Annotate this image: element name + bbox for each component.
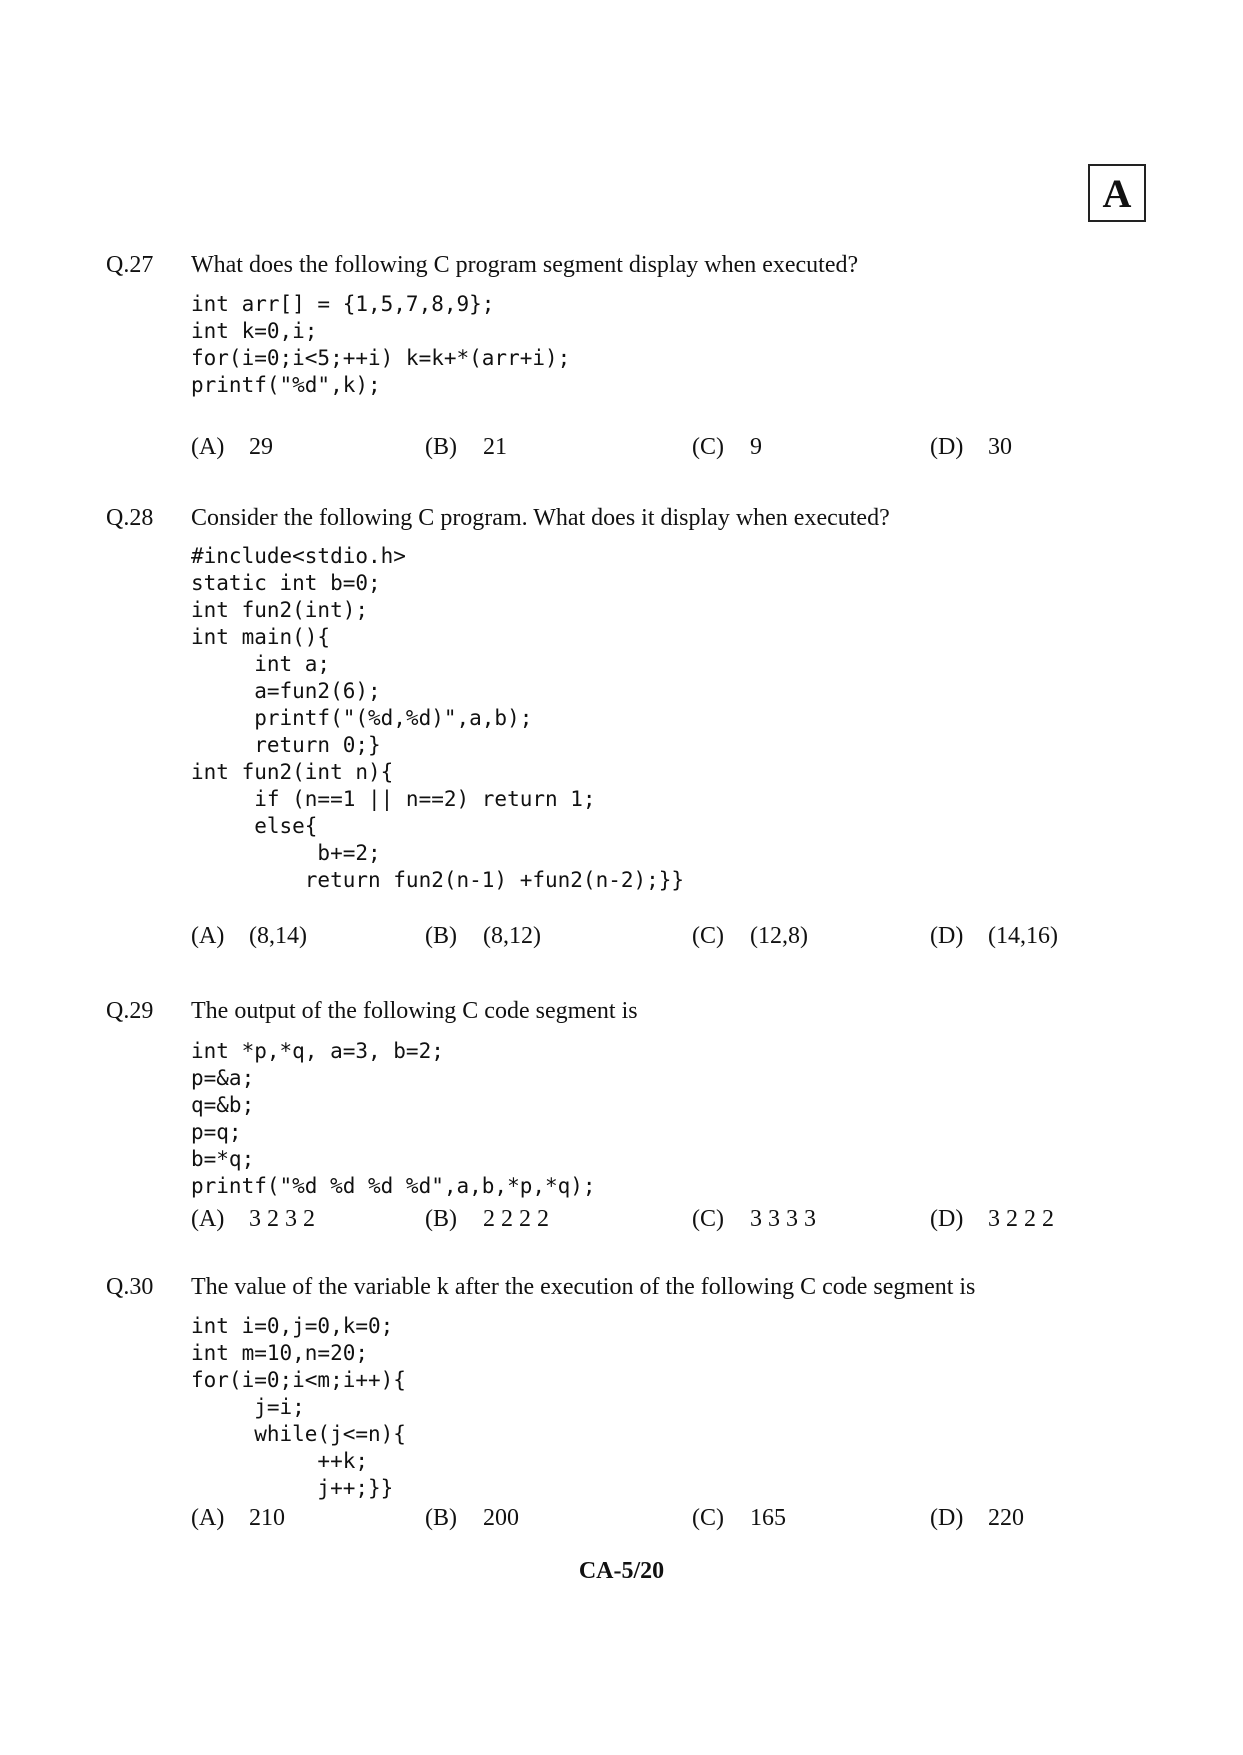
option-d	[930, 1206, 1054, 1233]
question-text: The value of the variable k after the execution of the following C code segment is	[191, 1274, 976, 1300]
option-value: 200	[483, 1505, 519, 1531]
option-label: (B)	[425, 1505, 457, 1531]
option-c	[692, 434, 762, 461]
option-a	[191, 923, 307, 950]
option-value: 220	[988, 1505, 1024, 1531]
option-c	[692, 1206, 816, 1233]
options-row	[0, 1206, 1243, 1236]
option-a	[191, 1206, 315, 1233]
option-label: (B)	[425, 923, 457, 949]
option-a	[191, 434, 273, 461]
option-label: (A)	[191, 434, 225, 460]
option-d	[930, 434, 1012, 461]
option-value: (14,16)	[988, 923, 1058, 949]
option-label: (C)	[692, 434, 724, 460]
option-c	[692, 1505, 786, 1532]
option-b	[425, 923, 541, 950]
option-label: (C)	[692, 1206, 724, 1232]
option-value: (12,8)	[750, 923, 808, 949]
option-value: 210	[249, 1505, 285, 1531]
option-label: (A)	[191, 1505, 225, 1531]
question-number: Q.27	[106, 252, 154, 278]
option-label: (B)	[425, 434, 457, 460]
code-block: #include<stdio.h> static int b=0; int fun2(int); int main(){ int a; a=fun2(6); printf("(%d,%d)",a,b); return 0;} int fun2(int n){ if (n==1 || n==2) return 1; else{ b+=2; return fun2(n-1) +fun2(n-2);}}	[191, 544, 685, 892]
option-d	[930, 923, 1058, 950]
option-a	[191, 1505, 285, 1532]
option-value: 30	[988, 434, 1012, 460]
option-label: (C)	[692, 1505, 724, 1531]
code-block: int *p,*q, a=3, b=2; p=&a; q=&b; p=q; b=*q; printf("%d %d %d %d",a,b,*p,*q);	[191, 1039, 596, 1198]
option-value: 21	[483, 434, 507, 460]
question-text: Consider the following C program. What does it display when executed?	[191, 505, 890, 531]
option-value: 3 2 2 2	[988, 1206, 1054, 1232]
code-block: int i=0,j=0,k=0; int m=10,n=20; for(i=0;i<m;i++){ j=i; while(j<=n){ ++k; j++;}}	[191, 1314, 406, 1500]
option-b	[425, 434, 507, 461]
option-value: 29	[249, 434, 273, 460]
option-b	[425, 1505, 519, 1532]
option-value: 3 3 3 3	[750, 1206, 816, 1232]
option-label: (C)	[692, 923, 724, 949]
option-value: 3 2 3 2	[249, 1206, 315, 1232]
question-number: Q.29	[106, 998, 154, 1024]
question-text: The output of the following C code segment is	[191, 998, 638, 1024]
option-label: (D)	[930, 1505, 964, 1531]
code-block: int arr[] = {1,5,7,8,9}; int k=0,i; for(i=0;i<5;++i) k=k+*(arr+i); printf("%d",k);	[191, 292, 571, 397]
option-d	[930, 1505, 1024, 1532]
options-row	[0, 434, 1243, 464]
page-footer: CA-5/20	[578, 1558, 665, 1584]
option-c	[692, 923, 808, 950]
question-text: What does the following C program segment display when executed?	[191, 252, 859, 278]
option-label: (B)	[425, 1206, 457, 1232]
set-code: A	[1102, 170, 1132, 216]
option-label: (A)	[191, 1206, 225, 1232]
question-number: Q.28	[106, 505, 154, 531]
options-row	[0, 1505, 1243, 1535]
options-row	[0, 923, 1243, 953]
option-value: 9	[750, 434, 762, 460]
option-b	[425, 1206, 549, 1233]
option-label: (D)	[930, 434, 964, 460]
option-label: (D)	[930, 923, 964, 949]
option-value: 165	[750, 1505, 786, 1531]
option-value: (8,14)	[249, 923, 307, 949]
question-number: Q.30	[106, 1274, 154, 1300]
option-label: (A)	[191, 923, 225, 949]
option-label: (D)	[930, 1206, 964, 1232]
question-set-box	[1088, 164, 1146, 222]
option-value: 2 2 2 2	[483, 1206, 549, 1232]
option-value: (8,12)	[483, 923, 541, 949]
